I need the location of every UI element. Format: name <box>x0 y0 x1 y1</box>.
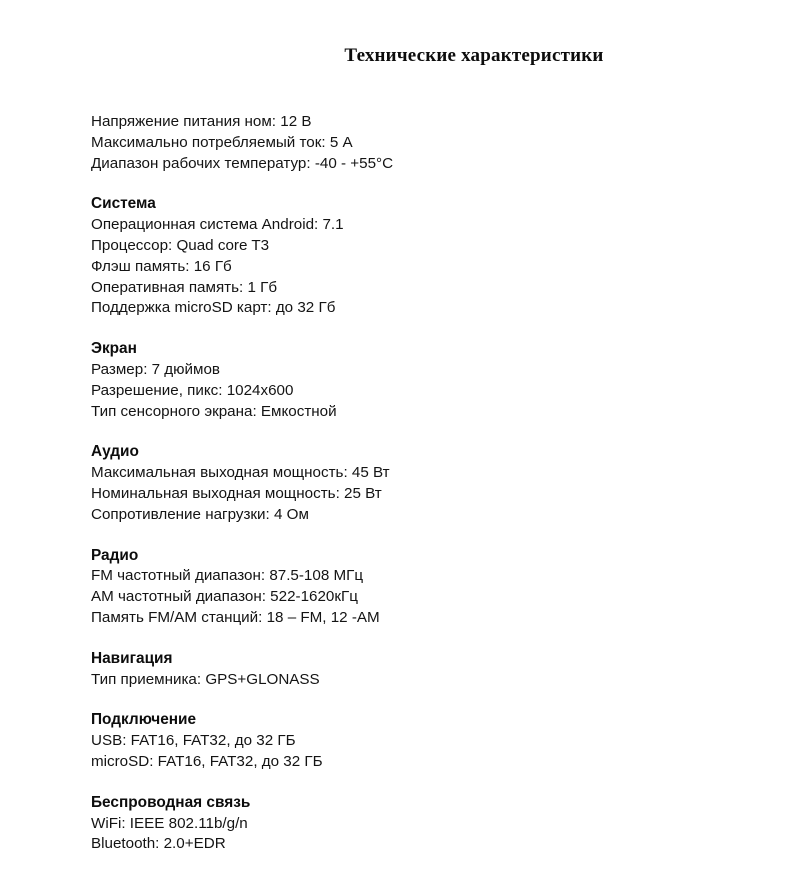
spec-section-radio <box>91 546 771 629</box>
spec-section-wireless <box>91 793 771 855</box>
spec-line-os: Операционная система Android: 7.1 <box>91 216 344 234</box>
spec-line-flash-memory: Флэш память: 16 Гб <box>91 257 232 275</box>
spec-section-connection <box>91 710 771 772</box>
section-heading-system: Система <box>91 195 156 213</box>
spec-line-max-current: Максимально потребляемый ток: 5 А <box>91 133 353 151</box>
spec-line-receiver-type: Тип приемника: GPS+GLONASS <box>91 670 320 688</box>
spec-section-power <box>91 112 771 174</box>
page-title: Технические характеристики <box>344 45 604 66</box>
section-heading-wireless: Беспроводная связь <box>91 793 251 811</box>
spec-section-navigation <box>91 649 771 691</box>
spec-line-max-output-power: Максимальная выходная мощность: 45 Вт <box>91 464 390 482</box>
spec-content <box>91 112 771 875</box>
spec-line-resolution: Разрешение, пикс: 1024x600 <box>91 381 294 399</box>
spec-line-touch-type: Тип сенсорного экрана: Емкостной <box>91 402 337 420</box>
spec-line-usb: USB: FAT16, FAT32, до 32 ГБ <box>91 732 296 750</box>
spec-line-microsd-support: Поддержка microSD карт: до 32 Гб <box>91 299 336 317</box>
spec-line-microsd: microSD: FAT16, FAT32, до 32 ГБ <box>91 752 323 770</box>
spec-section-system <box>91 194 771 319</box>
spec-line-supply-voltage: Напряжение питания ном: 12 В <box>91 113 312 130</box>
spec-line-bluetooth: Bluetooth: 2.0+EDR <box>91 835 226 853</box>
spec-line-station-memory: Память FM/AM станций: 18 – FM, 12 -AM <box>91 608 380 626</box>
spec-section-screen <box>91 339 771 422</box>
spec-line-screen-size: Размер: 7 дюймов <box>91 360 220 378</box>
section-heading-navigation: Навигация <box>91 649 173 667</box>
section-heading-connection: Подключение <box>91 711 197 729</box>
spec-line-ram: Оперативная память: 1 Гб <box>91 278 278 296</box>
spec-line-processor: Процессор: Quad core T3 <box>91 236 270 254</box>
spec-section-audio <box>91 442 771 525</box>
spec-line-temperature-range: Диапазон рабочих температур: -40 - +55°С <box>91 154 394 172</box>
spec-line-load-impedance: Сопротивление нагрузки: 4 Ом <box>91 505 309 523</box>
spec-line-nominal-output-power: Номинальная выходная мощность: 25 Вт <box>91 484 382 502</box>
spec-line-am-range: AM частотный диапазон: 522-1620кГц <box>91 588 358 606</box>
section-heading-screen: Экран <box>91 340 137 358</box>
spec-line-wifi: WiFi: IEEE 802.11b/g/n <box>91 814 248 832</box>
section-heading-audio: Аудио <box>91 443 139 461</box>
spec-line-fm-range: FM частотный диапазон: 87.5-108 МГц <box>91 567 364 585</box>
section-heading-radio: Радио <box>91 546 139 564</box>
